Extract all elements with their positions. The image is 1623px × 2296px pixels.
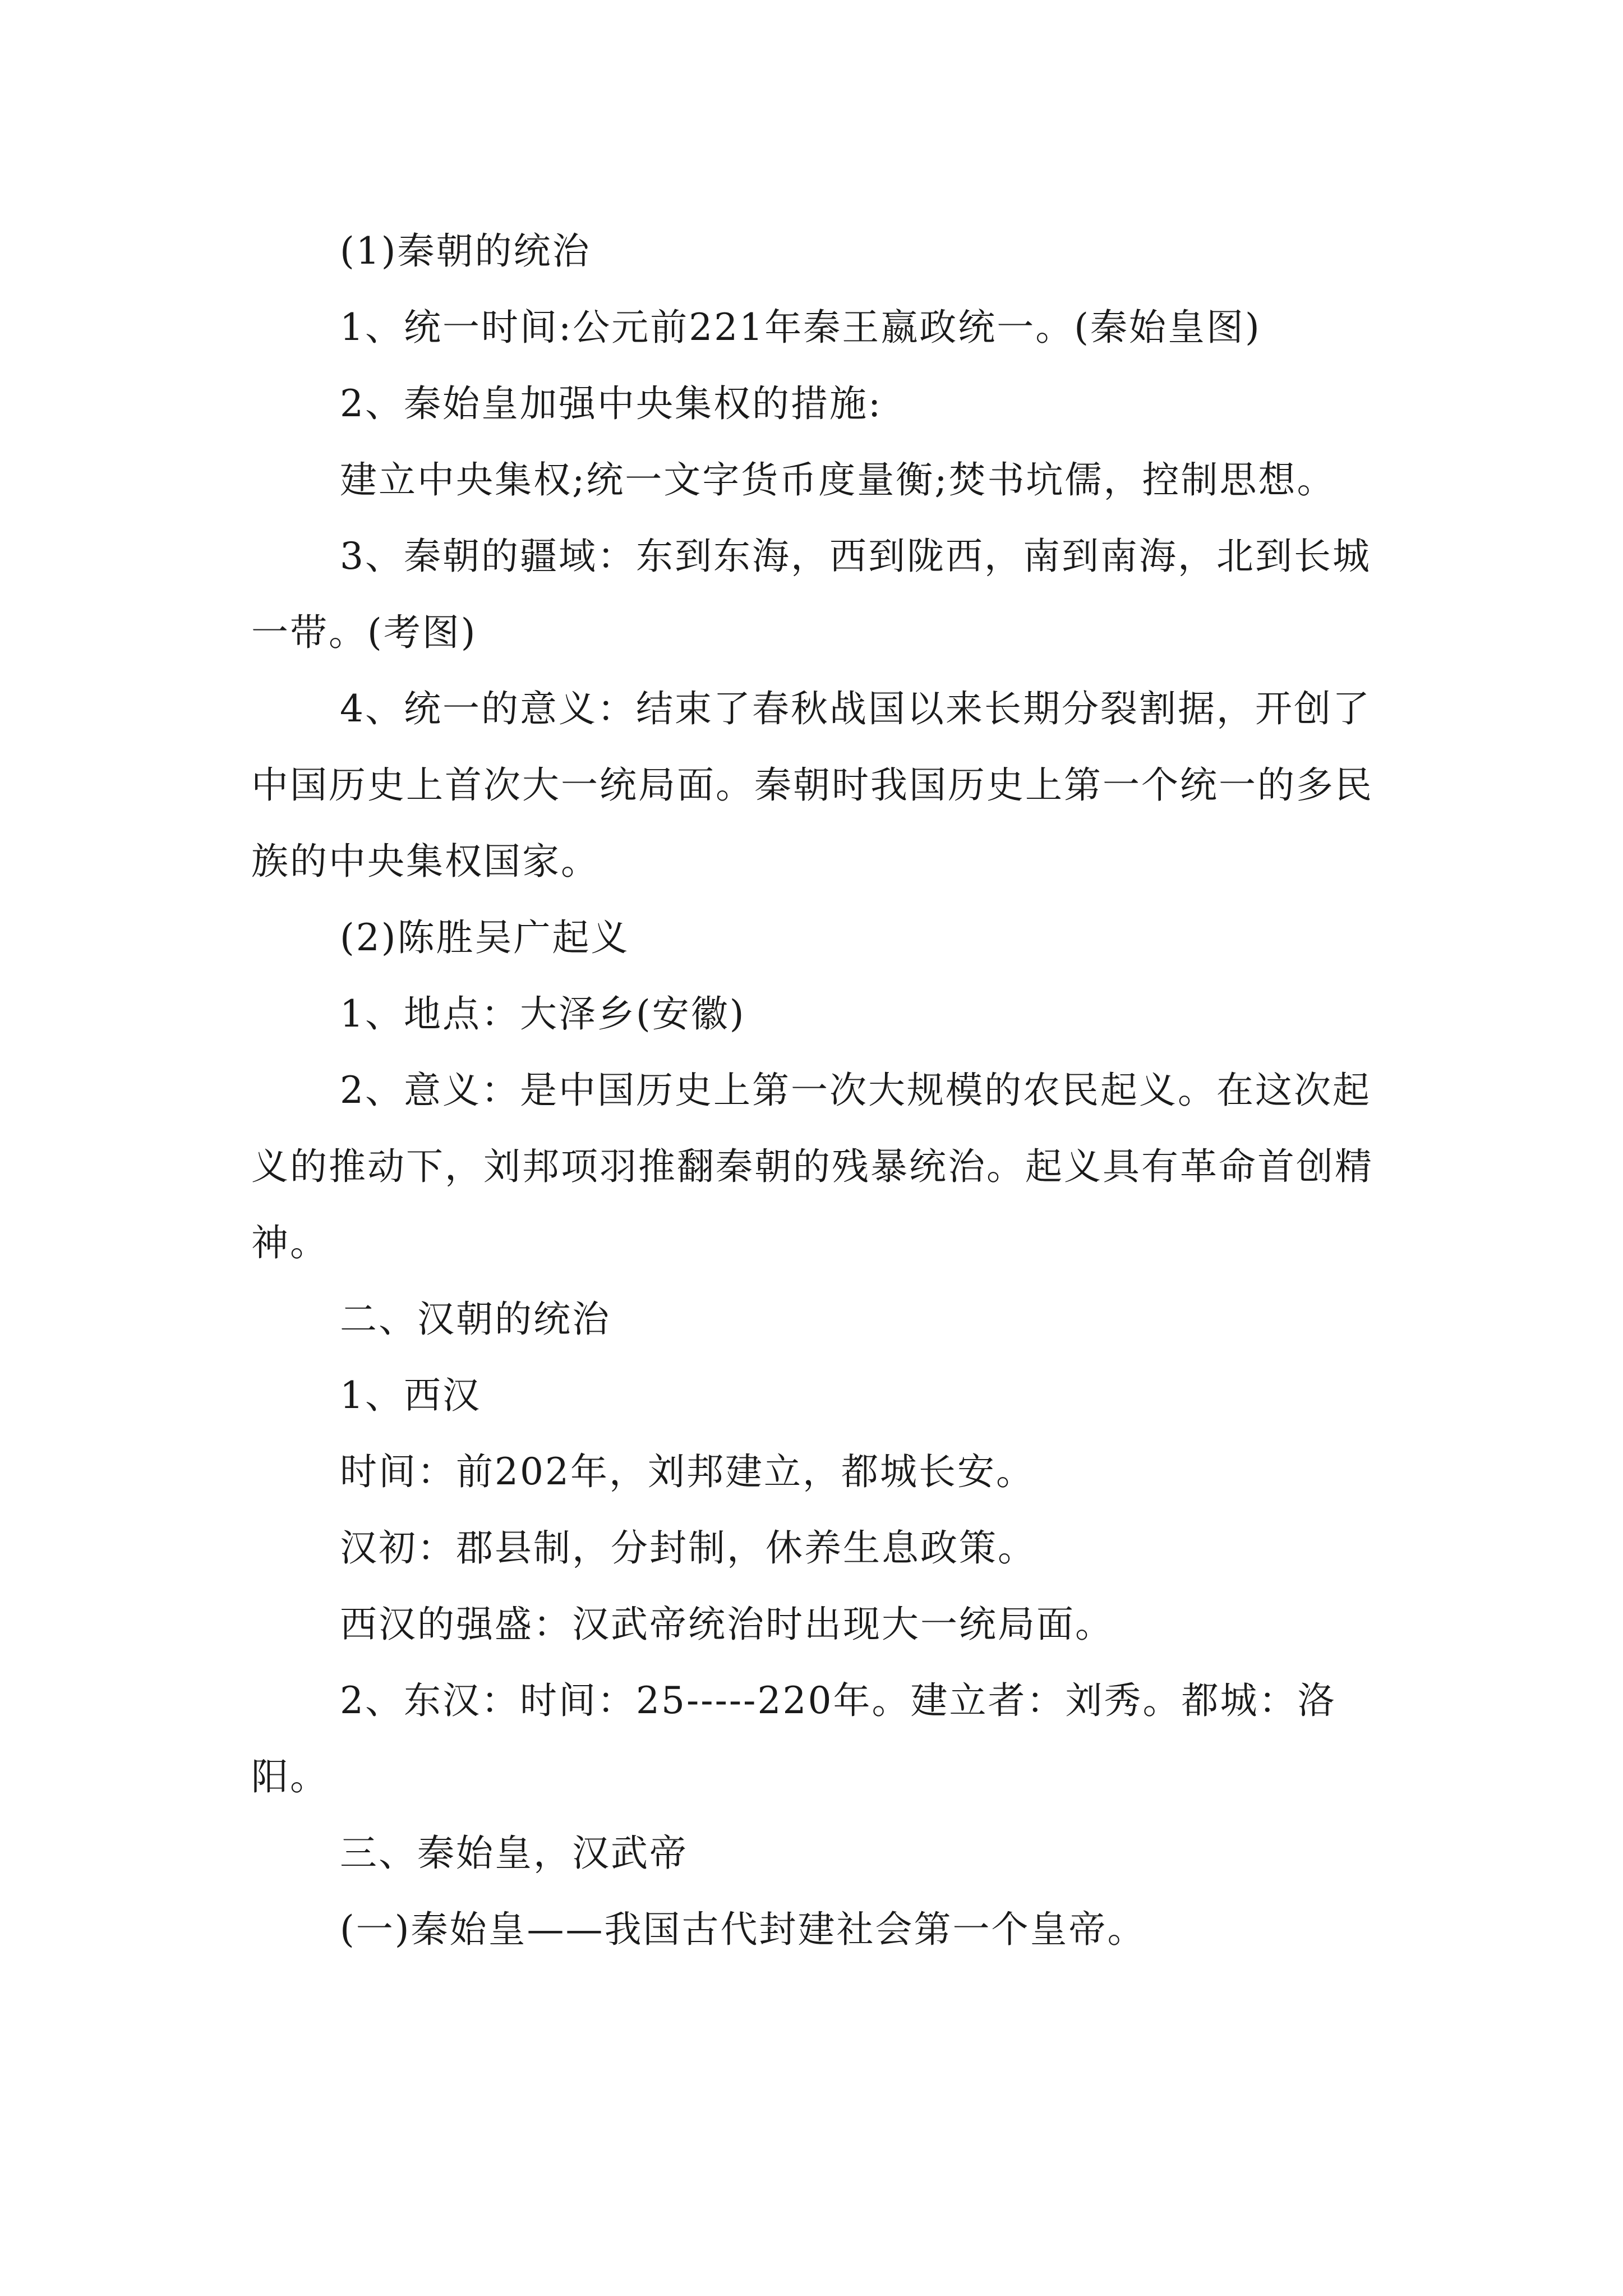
- paragraph-measures-list: 建立中央集权;统一文字货币度量衡;焚书坑儒，控制思想。: [340, 458, 1336, 501]
- paragraph-eastern-han: 2、东汉：时间：25-----220年。建立者：刘秀。都城：洛阳。: [251, 1679, 1336, 1798]
- paragraph-qin-territory: 3、秦朝的疆域：东到东海，西到陇西，南到南海，北到长城一带。(考图): [251, 535, 1371, 654]
- heading-chen-sheng-wu-guang: (2)陈胜吴广起义: [340, 916, 630, 959]
- paragraph-unification-significance: 4、统一的意义：结束了春秋战国以来长期分裂割据，开创了中国历史上首次大一统局面。秦朝时我国历史上第一个统一的多民族的中央集权国家。: [251, 687, 1373, 883]
- paragraph-centralization-measures: 2、秦始皇加强中央集权的措施:: [340, 382, 883, 425]
- paragraph-uprising-location: 1、地点：大泽乡(安徽): [340, 992, 746, 1036]
- paragraph-uprising-significance: 2、意义：是中国历史上第一次大规模的农民起义。在这次起义的推动下，刘邦项羽推翻秦朝的残暴统治。起义具有革命首创精神。: [251, 1069, 1373, 1264]
- paragraph-western-han-time: 时间：前202年，刘邦建立，都城长安。: [340, 1450, 1035, 1493]
- heading-han-rule: 二、汉朝的统治: [340, 1297, 611, 1341]
- paragraph-western-han-prosperity: 西汉的强盛：汉武帝统治时出现大一统局面。: [340, 1603, 1114, 1646]
- paragraph-unification-time: 1、统一时间:公元前221年秦王嬴政统一。(秦始皇图): [340, 306, 1261, 349]
- heading-emperors: 三、秦始皇，汉武帝: [340, 1832, 688, 1875]
- heading-qin-rule: (1)秦朝的统治: [340, 229, 591, 273]
- heading-western-han: 1、西汉: [340, 1374, 481, 1417]
- paragraph-early-han-policy: 汉初：郡县制，分封制，休养生息政策。: [340, 1526, 1036, 1570]
- paragraph-qin-shi-huang: (一)秦始皇——我国古代封建社会第一个皇帝。: [340, 1908, 1146, 1951]
- document-body: [251, 213, 1390, 1968]
